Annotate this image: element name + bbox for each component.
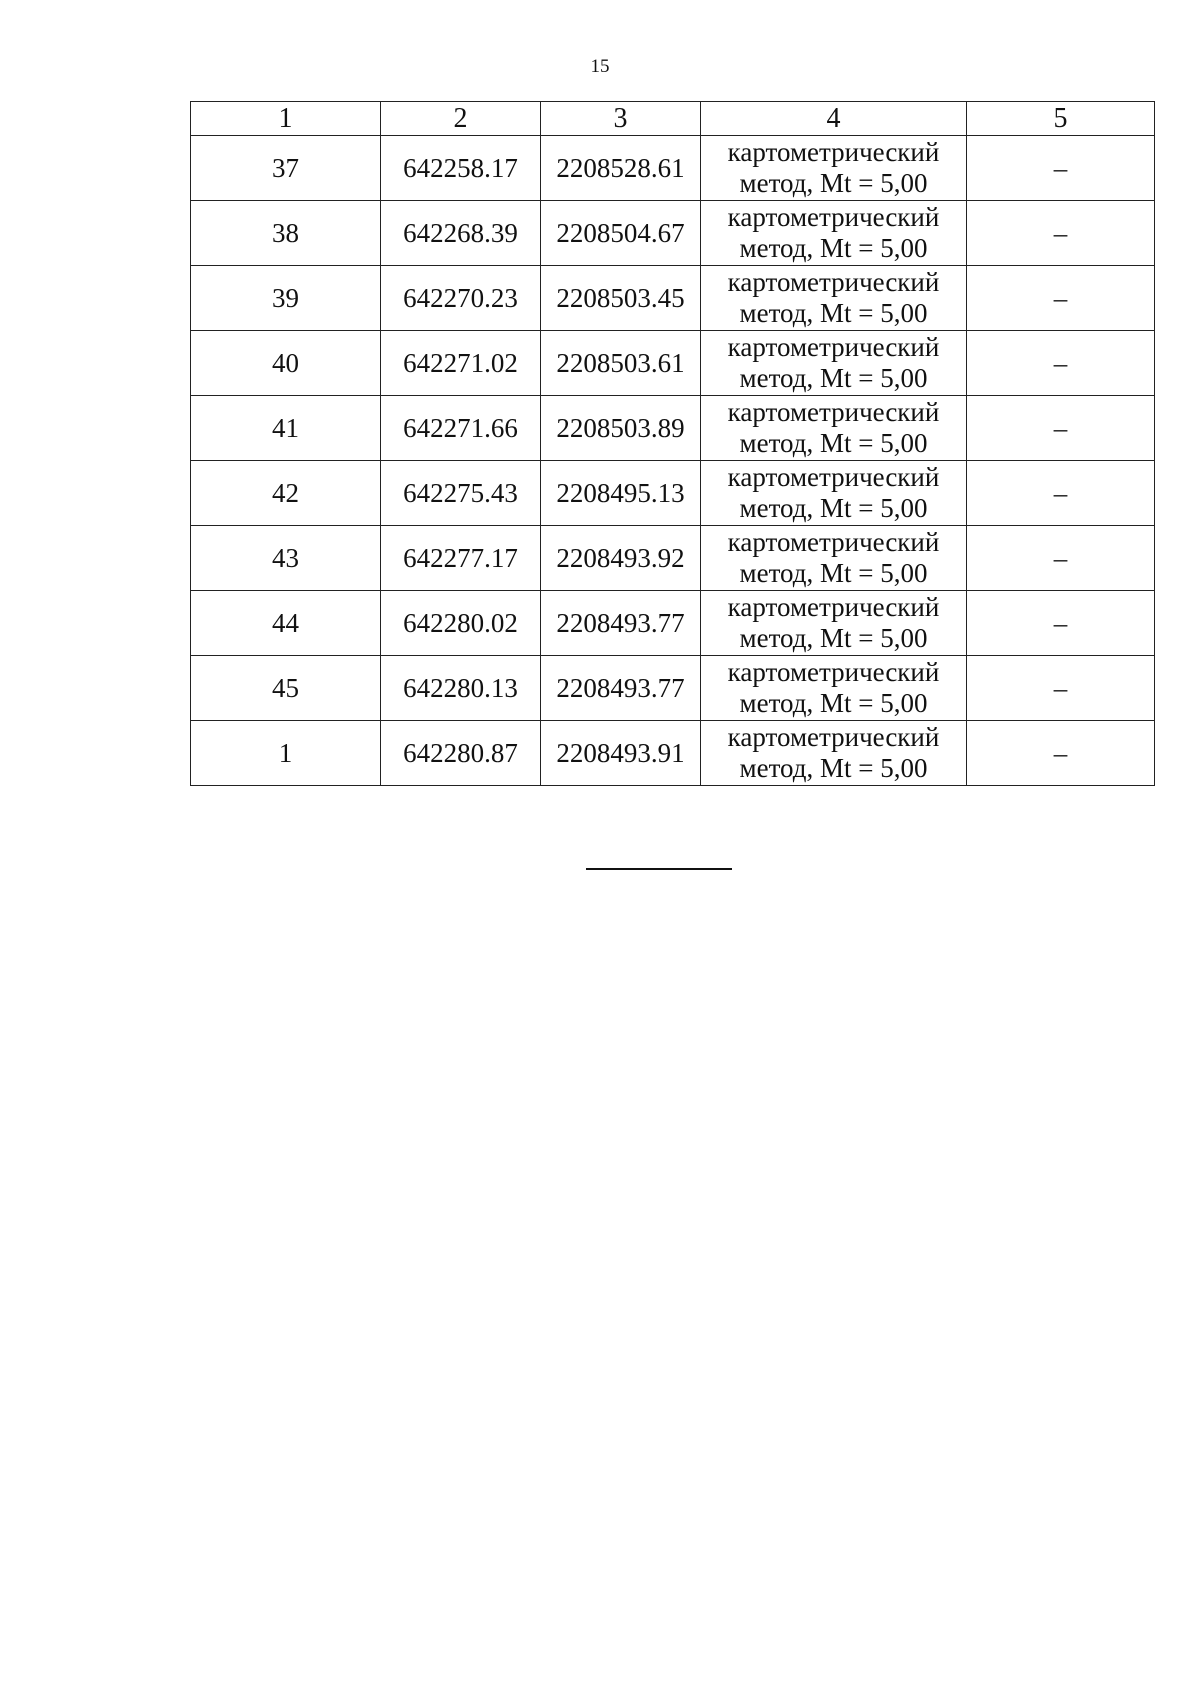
description-cell: – <box>967 396 1155 461</box>
method-line-1: картометрический <box>727 657 940 687</box>
table-row <box>191 461 1155 526</box>
x-coordinate-cell: 642270.23 <box>381 266 541 331</box>
point-number-cell: 38 <box>191 201 381 266</box>
end-divider-line <box>586 868 732 870</box>
header-col-1: 1 <box>191 102 381 136</box>
method-line-1: картометрический <box>727 462 940 492</box>
x-coordinate-cell: 642271.02 <box>381 331 541 396</box>
method-line-1: картометрический <box>727 332 940 362</box>
point-number-cell: 1 <box>191 721 381 786</box>
x-coordinate-cell: 642277.17 <box>381 526 541 591</box>
header-col-3: 3 <box>541 102 701 136</box>
method-line-2: метод, Mt = 5,00 <box>739 363 928 393</box>
y-coordinate-cell: 2208493.77 <box>541 656 701 721</box>
method-line-2: метод, Mt = 5,00 <box>739 753 928 783</box>
table-body <box>191 136 1155 786</box>
method-line-2: метод, Mt = 5,00 <box>739 688 928 718</box>
description-cell: – <box>967 331 1155 396</box>
method-line-1: картометрический <box>727 722 940 752</box>
method-line-2: метод, Mt = 5,00 <box>739 428 928 458</box>
description-cell: – <box>967 526 1155 591</box>
table-row <box>191 721 1155 786</box>
table-row <box>191 526 1155 591</box>
method-line-1: картометрический <box>727 592 940 622</box>
table-row <box>191 331 1155 396</box>
x-coordinate-cell: 642280.87 <box>381 721 541 786</box>
point-number-cell: 43 <box>191 526 381 591</box>
method-line-2: метод, Mt = 5,00 <box>739 558 928 588</box>
point-number-cell: 42 <box>191 461 381 526</box>
table-header <box>191 102 1155 136</box>
method-cell <box>701 266 967 331</box>
method-line-1: картометрический <box>727 137 940 167</box>
point-number-cell: 45 <box>191 656 381 721</box>
description-cell: – <box>967 201 1155 266</box>
y-coordinate-cell: 2208495.13 <box>541 461 701 526</box>
point-number-cell: 41 <box>191 396 381 461</box>
method-cell <box>701 656 967 721</box>
point-number-cell: 44 <box>191 591 381 656</box>
description-cell: – <box>967 721 1155 786</box>
x-coordinate-cell: 642271.66 <box>381 396 541 461</box>
table-row <box>191 266 1155 331</box>
table-row <box>191 136 1155 201</box>
y-coordinate-cell: 2208504.67 <box>541 201 701 266</box>
y-coordinate-cell: 2208493.92 <box>541 526 701 591</box>
header-col-4: 4 <box>701 102 967 136</box>
y-coordinate-cell: 2208493.77 <box>541 591 701 656</box>
table-row <box>191 396 1155 461</box>
method-line-2: метод, Mt = 5,00 <box>739 233 928 263</box>
y-coordinate-cell: 2208503.45 <box>541 266 701 331</box>
method-line-1: картометрический <box>727 202 940 232</box>
point-number-cell: 40 <box>191 331 381 396</box>
x-coordinate-cell: 642280.13 <box>381 656 541 721</box>
header-col-2: 2 <box>381 102 541 136</box>
method-cell <box>701 396 967 461</box>
method-cell <box>701 201 967 266</box>
description-cell: – <box>967 656 1155 721</box>
coordinates-table <box>190 101 1155 786</box>
header-col-5: 5 <box>967 102 1155 136</box>
x-coordinate-cell: 642275.43 <box>381 461 541 526</box>
table-row <box>191 591 1155 656</box>
method-cell <box>701 331 967 396</box>
method-line-1: картометрический <box>727 267 940 297</box>
method-line-1: картометрический <box>727 527 940 557</box>
point-number-cell: 39 <box>191 266 381 331</box>
description-cell: – <box>967 266 1155 331</box>
y-coordinate-cell: 2208503.89 <box>541 396 701 461</box>
y-coordinate-cell: 2208528.61 <box>541 136 701 201</box>
y-coordinate-cell: 2208503.61 <box>541 331 701 396</box>
table-row <box>191 201 1155 266</box>
point-number-cell: 37 <box>191 136 381 201</box>
y-coordinate-cell: 2208493.91 <box>541 721 701 786</box>
method-cell <box>701 136 967 201</box>
method-line-2: метод, Mt = 5,00 <box>739 623 928 653</box>
method-cell <box>701 461 967 526</box>
x-coordinate-cell: 642258.17 <box>381 136 541 201</box>
header-row <box>191 102 1155 136</box>
method-cell <box>701 591 967 656</box>
method-line-1: картометрический <box>727 397 940 427</box>
x-coordinate-cell: 642280.02 <box>381 591 541 656</box>
method-line-2: метод, Mt = 5,00 <box>739 493 928 523</box>
method-line-2: метод, Mt = 5,00 <box>739 298 928 328</box>
method-cell <box>701 721 967 786</box>
method-line-2: метод, Mt = 5,00 <box>739 168 928 198</box>
description-cell: – <box>967 136 1155 201</box>
description-cell: – <box>967 461 1155 526</box>
page-number: 15 <box>590 56 610 77</box>
table-row <box>191 656 1155 721</box>
description-cell: – <box>967 591 1155 656</box>
method-cell <box>701 526 967 591</box>
x-coordinate-cell: 642268.39 <box>381 201 541 266</box>
